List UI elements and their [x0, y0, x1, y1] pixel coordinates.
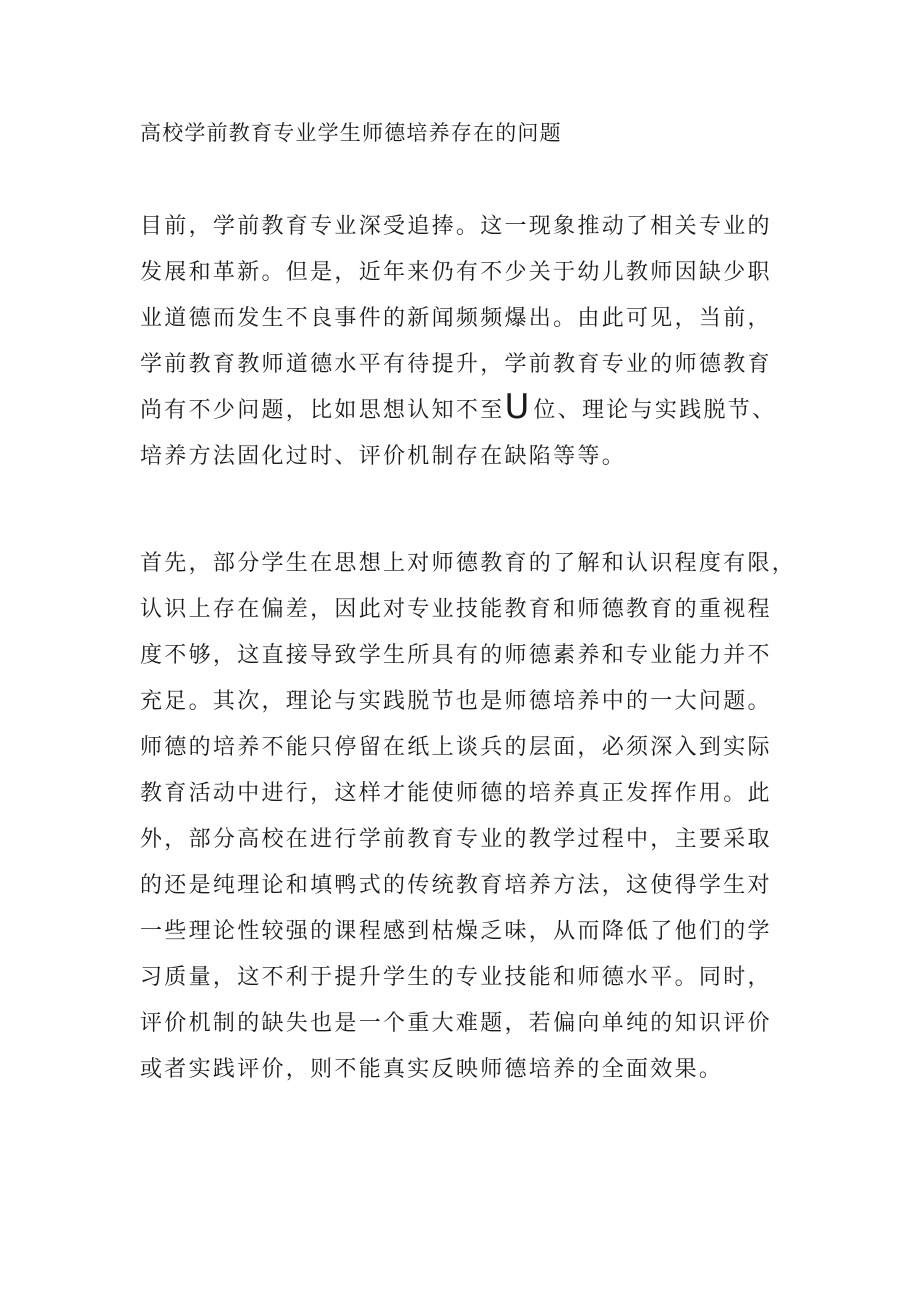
- oversized-u-glyph: U: [504, 387, 534, 427]
- text-line: 发展和革新。但是，近年来仍有不少关于幼儿教师因缺少职: [140, 260, 772, 285]
- text-line: 认识上存在偏差，因此对专业技能教育和师德教育的重视程: [140, 597, 772, 622]
- text-line: 度不够，这直接导致学生所具有的师德素养和专业能力并不: [140, 643, 772, 668]
- text-line: 或者实践评价，则不能真实反映师德培养的全面效果。: [140, 1057, 724, 1082]
- text-line: 习质量，这不利于提升学生的专业技能和师德水平。同时，: [140, 965, 772, 990]
- text-line: 外，部分高校在进行学前教育专业的教学过程中，主要采取: [140, 827, 772, 852]
- text-line: 评价机制的缺失也是一个重大难题，若偏向单纯的知识评价: [140, 1011, 772, 1036]
- text-line: 首先，部分学生在思想上对师德教育的了解和认识程度有限，: [140, 551, 797, 576]
- text-line: 充足。其次，理论与实践脱节也是师德培养中的一大问题。: [140, 689, 772, 714]
- paragraph-1: [140, 204, 800, 480]
- text-line: 教育活动中进行，这样才能使师德的培养真正发挥作用。此: [140, 781, 772, 806]
- text-line: 师德的培养不能只停留在纸上谈兵的层面，必须深入到实际: [140, 735, 772, 760]
- text-segment: 位、理论与实践脱节、: [533, 398, 777, 423]
- text-line: 培养方法固化过时、评价机制存在缺陷等等。: [140, 444, 627, 469]
- text-line: 业道德而发生不良事件的新闻频频爆出。由此可见，当前，: [140, 306, 772, 331]
- paragraph-2: [140, 541, 800, 1093]
- text-line: 学前教育教师道德水平有待提升，学前教育专业的师德教育: [140, 352, 772, 377]
- text-line: 的还是纯理论和填鸭式的传统教育培养方法，这使得学生对: [140, 873, 772, 898]
- text-line: 一些理论性较强的课程感到枯燥乏味，从而降低了他们的学: [140, 919, 772, 944]
- text-line: 目前，学前教育专业深受追捧。这一现象推动了相关专业的: [140, 214, 772, 239]
- document-title: 高校学前教育专业学生师德培养存在的问题: [140, 121, 562, 145]
- text-line-with-glyph: [140, 388, 800, 434]
- text-segment: 尚有不少问题，比如思想认知不至: [140, 398, 505, 423]
